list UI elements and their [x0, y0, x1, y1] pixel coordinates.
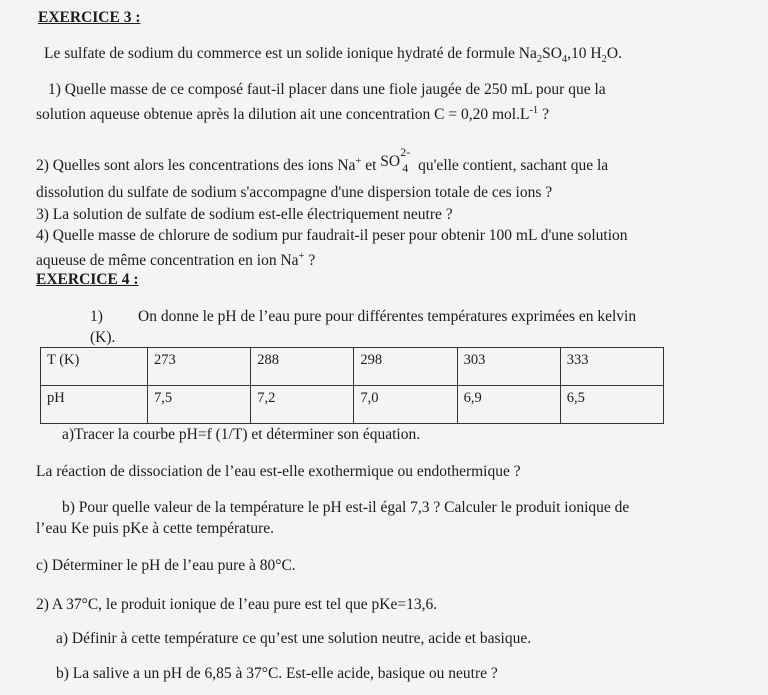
part2-b: b) La salive a un pH de 6,85 à 37°C. Est-elle acide, basique ou neutre ? [56, 665, 498, 682]
q3: 3) La solution de sulfate de sodium est-elle électriquement neutre ? [36, 206, 453, 223]
part2-a: a) Définir à cette température ce qu’est une solution neutre, acide et basique. [56, 630, 532, 647]
question-reaction: La réaction de dissociation de l’eau est-elle exothermique ou endothermique ? [36, 463, 521, 480]
q2-line1-text: 2) Quelles sont alors les concentrations des ions Na [36, 157, 356, 175]
q4-line2 [36, 247, 315, 271]
formula-mid: ,10 H [567, 45, 602, 62]
part1-number: 1) [90, 308, 103, 325]
table-cell: 7,2 [251, 386, 354, 424]
table-cell: 7,5 [148, 386, 251, 424]
part1-text: On donne le pH de l’eau pure pour différentes températures exprimées en kelvin [138, 308, 637, 325]
formula-sub-h2: 2 [601, 54, 607, 66]
q4-line2-text: aqueuse de même concentration en ion Na [36, 252, 299, 270]
q2-et: et [361, 157, 381, 175]
table-cell: 333 [560, 348, 663, 386]
q2-na-charge: + [355, 156, 362, 167]
sulfate-ion [380, 145, 414, 175]
q2-line2: dissolution du sulfate de sodium s'accompagne d'une dispersion totale de ces ions ? [36, 184, 553, 201]
q1-line1: 1) Quelle masse de ce composé faut-il placer dans une fiole jaugée de 250 mL pour que la [48, 81, 606, 98]
sulfate-subscript: 4 [402, 161, 409, 175]
intro-text: Le sulfate de sodium du commerce est un solide ionique hydraté de formule [44, 45, 519, 62]
q2-line1-end: qu'elle contient, sachant que la [414, 157, 609, 175]
ph-temperature-table [40, 347, 664, 424]
q4-line1: 4) Quelle masse de chlorure de sodium pur faudrait-il peser pour obtenir 100 mL d'une solution [36, 227, 628, 244]
question-a: a)Tracer la courbe pH=f (1/T) et déterminer son équation. [62, 426, 421, 443]
exercise-3-title: EXERCICE 3 : [38, 9, 141, 26]
table-cell: 6,9 [457, 386, 560, 424]
table-row-ph [41, 386, 664, 424]
q4-na-charge: + [298, 251, 305, 262]
q2-line1 [36, 145, 609, 176]
question-c: c) Déterminer le pH de l’eau pure à 80°C. [36, 557, 296, 574]
part2: 2) A 37°C, le produit ionique de l’eau pure est tel que pKe=13,6. [36, 596, 438, 613]
formula-sub-2: 2 [536, 54, 543, 66]
table-cell: 7,0 [354, 386, 457, 424]
formula-na: Na [518, 45, 537, 62]
q1-line2-text: solution aqueuse obtenue après la dilution ait une concentration C = 0,20 mol.L [36, 106, 530, 124]
formula-o: O. [606, 45, 622, 62]
table-cell: 303 [457, 348, 560, 386]
question-b-line2: l’eau Ke puis pKe à cette température. [36, 520, 274, 537]
sulfate-charge: 2- [400, 145, 411, 159]
sulfate-base: SO [380, 153, 401, 170]
formula-so: SO [542, 45, 562, 62]
q4-line2-end: ? [304, 252, 316, 270]
q1-line2-end: ? [538, 106, 549, 124]
question-b-line1: b) Pour quelle valeur de la température le pH est-il égal 7,3 ? Calculer le produit ionique de [62, 499, 630, 516]
table-header-t: T (K) [41, 348, 148, 386]
table-header-ph: pH [41, 386, 148, 424]
exercise-4-title: EXERCICE 4 : [36, 271, 139, 288]
formula-sub-4: 4 [561, 54, 568, 66]
q1-line2 [36, 101, 549, 125]
table-cell: 6,5 [560, 386, 663, 424]
table-cell: 288 [251, 348, 354, 386]
q1-exponent: -1 [529, 105, 539, 116]
table-cell: 298 [354, 348, 457, 386]
table-cell: 273 [148, 348, 251, 386]
table-row-temperature [41, 348, 664, 386]
part1-unit: (K). [90, 329, 116, 346]
exercise-3-intro [44, 44, 622, 70]
